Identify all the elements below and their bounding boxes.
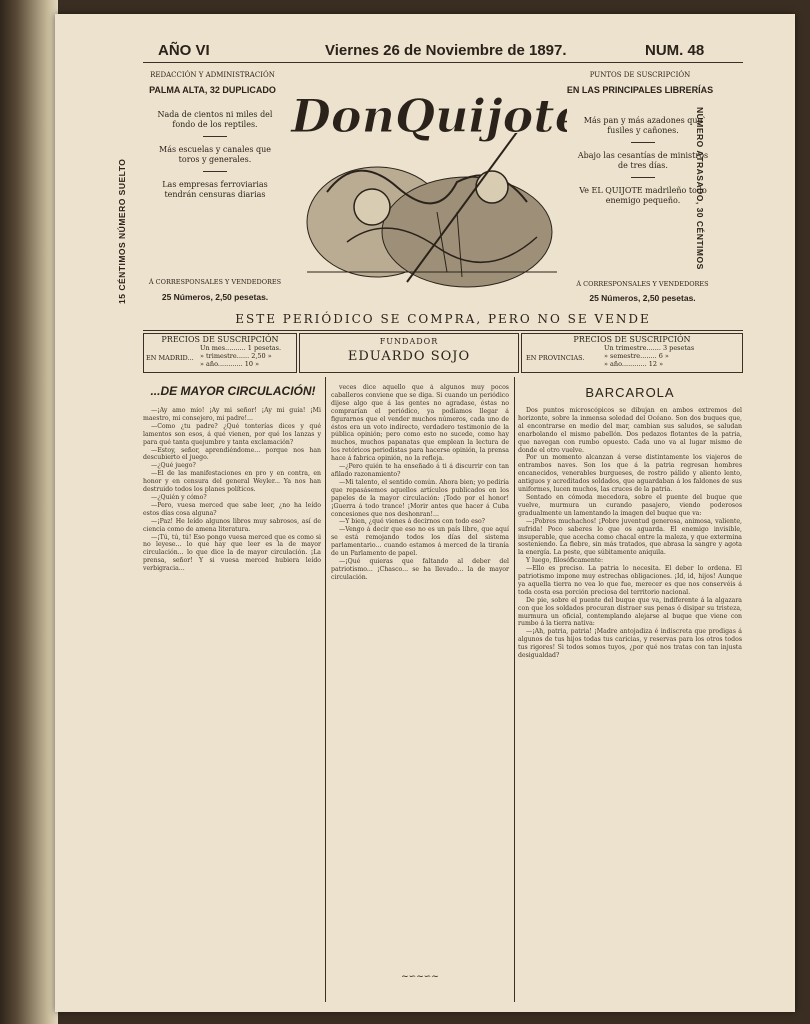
article-2-paragraph: Por un momento alcanzan á verse distintamente los viajeros de entrambos naves. Son los que á la patria regresan hombres encanecidos, venerables burgueses, de rostro pálido y aliento lento, antiguos y acreditados soldados, que aguardaban á los faldones de sus uniformes, lucen muchos, las cruces de la patria. xyxy=(518,454,742,494)
prices-provincias-label: EN PROVINCIAS. xyxy=(526,354,585,362)
issue-date: Viernes 26 de Noviembre de 1897. xyxy=(325,42,567,59)
quip-2: Más escuelas y canales que toros y generales. xyxy=(159,145,271,164)
article-2-paragraph: Y luego, filosóficamente: xyxy=(526,557,604,565)
article-2-paragraph: De pie, sobre el puente del buque que va, indiferente á la algazara con que los soldados procuran distraer sus penas ó disipar su tristeza, murmura un oficial, contemplando alejarse al buque que viene con rumbo á la tierra nativa: xyxy=(518,596,742,628)
svg-text:DonQuijote: DonQuijote xyxy=(291,89,567,143)
article-1-paragraph: —Vengo á decir que eso no es un país libre, que aquí se está remojando todos los días del sistema parlamentario... cuando estamos á merced de la tiranía de un Parlamento de papel. xyxy=(331,526,509,558)
founder-label: FUNDADOR xyxy=(379,337,439,346)
prices-provincias-title: PRECIOS DE SUSCRIPCIÓN xyxy=(573,335,691,344)
quip-5: Abajo las cesantías de ministros de tres días. xyxy=(577,151,709,170)
end-ornament-icon: ~∽~∽~ xyxy=(401,972,439,982)
prices-madrid-box xyxy=(143,333,297,373)
article-1-paragraph: —¿Pero quién te ha enseñado á ti á discurrir con tan afilado razonamiento? xyxy=(331,463,509,478)
bulk-price-right: 25 Números, 2,50 pesetas. xyxy=(589,293,696,303)
bulk-price-left: 25 Números, 2,50 pesetas. xyxy=(161,292,269,302)
issue-year: AÑO VI xyxy=(158,42,210,59)
article-1-continued xyxy=(331,384,509,967)
prices-provincias-line-1: Un trimestre....... 3 pesetas xyxy=(604,344,695,352)
article-1-paragraph: —¡Paz! He leído algunos libros muy sabrosos, así de ciencia como de amena literatura. xyxy=(143,517,321,533)
prices-madrid-title: PRECIOS DE SUSCRIPCIÓN xyxy=(161,335,279,344)
article-2-body xyxy=(518,407,742,1004)
article-1-paragraph: —Y bien, ¿qué vienes á decirnos con todo eso? xyxy=(339,518,485,526)
article-2-paragraph: Sentado en cómoda mecedora, sobre el puente del buque que vuelve, murmura un curando pasajero, viendo poderosos gradualmente un lamentando la imagen del buque que va: xyxy=(518,493,742,517)
article-1-paragraph: —¿Quién y cómo? xyxy=(151,493,207,501)
article-1-body xyxy=(143,407,321,1007)
article-1-paragraph: —¿Qué juego? xyxy=(151,462,196,470)
founder-name: EDUARDO SOJO xyxy=(347,349,471,364)
book-binding xyxy=(0,0,58,1024)
prices-provincias-line-3: » año............ 12 » xyxy=(604,360,664,368)
prices-provincias-line-2: » semestre........ 6 » xyxy=(604,352,669,360)
redaccion-label: REDACCIÓN Y ADMINISTRACIÓN xyxy=(150,71,275,79)
price-vertical-left: 15 CÉNTIMOS NÚMERO SUELTO xyxy=(117,158,127,304)
quip-6: Ve EL QUIJOTE madrileño todo enemigo pequeño. xyxy=(579,186,707,205)
librerias: EN LAS PRINCIPALES LIBRERÍAS xyxy=(566,85,714,95)
address: PALMA ALTA, 32 DUPLICADO xyxy=(149,85,276,95)
article-1-paragraph: —¡Ay amo mío! ¡Ay mi señor! ¡Ay mi guía! ¡Mi maestro, mi consejero, mi padre!... xyxy=(143,407,321,422)
puntos-label: PUNTOS DE SUSCRIPCIÓN xyxy=(589,71,691,79)
header-rule xyxy=(143,62,743,63)
quip-4: Más pan y más azadones que fusiles y cañones. xyxy=(583,116,703,135)
article-2-paragraph: Dos puntos microscópicos se dibujan en ambos extremos del horizonte, sobre la inmensa soledad del Océano. Son dos buques que, al encontrarse en medio del mar, cambian sus saludos, se saludan enarbolando el mismo pabellón. Dos pedazos flotantes de la patria, que navegan con rumbo opuesto. Cada uno va al lugar mismo de donde el otro vuelve. xyxy=(518,407,742,454)
article-2-paragraph: —¡Ah, patria, patria! ¡Madre antojadiza é indiscreta que prodigas á algunos de tus hijos todas tus caricias, y reservas para los otros todos tus rigores! Si todos somos tuyos, ¿por qué nos tratas con tan injusta desigualdad? xyxy=(518,628,742,660)
article-1-paragraph: veces dice aquello que á algunos muy pocos caballeros conviene que se diga. Si cuando un periódico dijese algo que á las gentes no agradase, éstas no comprarían el periódico, ya podíamos llegar á figurarnos que el vender muchos números, cada uno de éstos era un voto indirecto, verdadero testimonio de la pública opinión; pero como esto no sucede, como hay muchos, muchos papanatas que emplean la lectura de los retóricos periodistas para hacerse opinión, la prensa hace á fabrica opinión, no la refleja. xyxy=(331,384,509,463)
article-1-paragraph: —Mi talento, el sentido común. Ahora bien; yo pediría que repasásemos aquellos artículos publicados en los papeles de la mayor circulación: ¡Todo por el honor! ¡Guerra á todo trance! ¡Morir antes que hacer á Cuba concesiones que nos deshonran!... xyxy=(331,478,509,518)
quip-1: Nada de cientos ni miles del fondo de los reptiles. xyxy=(157,110,273,129)
corresponsales-right: Á CORRESPONSALES Y VENDEDORES xyxy=(576,280,709,288)
prices-madrid-line-1: Un mes.......... 1 pesetas. xyxy=(200,344,282,352)
prices-madrid-line-2: » trimestre...... 2,50 » xyxy=(200,352,272,360)
issue-number: NUM. 48 xyxy=(645,42,705,59)
article-1-paragraph: —Pero, vuesa merced que sabe leer, ¿no ha leído estos días cosa alguna? xyxy=(143,501,321,517)
article-1-paragraph: —Como ¿tu padre? ¿Qué tonterías dices y qué lamentos son esos, á qué vienen, por qué los lanzas y para qué tanta quejumbre y tanta exclamación? xyxy=(143,422,321,446)
article-1-paragraph: —¡Tú, tú, tú! Eso pongo vuesa merced que es como si no leyese... lo que hay que leer es la de mayor circulación... lo que dice la de mayor circulación. ¡La prensa, señor! Y si vuesa merced hubiera leído verbigracia... xyxy=(143,533,321,573)
article-1-paragraph: —Estoy, señor, aprendiéndome... porque nos han descubierto el juego. xyxy=(143,446,321,462)
prices-madrid-label: EN MADRID... xyxy=(146,354,194,362)
prices-madrid-line-3: » año............ 10 » xyxy=(200,360,260,368)
article-2-title: BARCAROLA xyxy=(585,385,675,400)
founder-box xyxy=(299,333,519,373)
article-2-paragraph: —¡Pobres muchachos! ¡Pobre juventud generosa, animosa, valiente, sufrida! Poco saberes lo que os aguarda. El enemigo invisible, insuperable, que acecha como chacal entre la maleza, y que extermina sosteniendo. La fiebre, sin más tratados, que abrasa la sangre y agota la energía. La peste, que súbitamente aniquila. xyxy=(518,517,742,557)
masthead-illustration xyxy=(287,72,567,300)
motto: ESTE PERIÓDICO SE COMPRA, PERO NO SE VENDE xyxy=(235,312,651,326)
prices-provincias-box xyxy=(521,333,743,373)
article-1-paragraph: —¡Qué quieras que faltando al deber del patriotismo... ¡Chasco... se ha llevado... la de mayor circulación. xyxy=(331,557,509,581)
price-vertical-right: NÚMERO ATRASADO, 30 CÉNTIMOS xyxy=(695,107,705,270)
article-2-paragraph: —Ello es preciso. La patria lo necesita. El deber lo ordena. El patriotismo impone muy estrechas obligaciones. ¡Id, id, hijos! Aunque ya aquella tierra no vea lo que fue, merecer es que nos conservéis á toda costa esa porción preciosa del territorio nacional. xyxy=(518,565,742,596)
don-quijote-illustration-icon xyxy=(287,72,567,300)
article-1-title: ...DE MAYOR CIRCULACIÓN! xyxy=(150,384,316,398)
corresponsales-left: Á CORRESPONSALES Y VENDEDORES xyxy=(148,278,282,286)
quip-3: Las empresas ferroviarias tendrán censuras diarias xyxy=(162,180,268,199)
newspaper-page xyxy=(55,14,795,1012)
article-1-paragraph: —El de las manifestaciones en pro y en contra, en honor y en censura del general Weyler... Ya nos han destruido todos los planes políticos. xyxy=(143,470,321,494)
